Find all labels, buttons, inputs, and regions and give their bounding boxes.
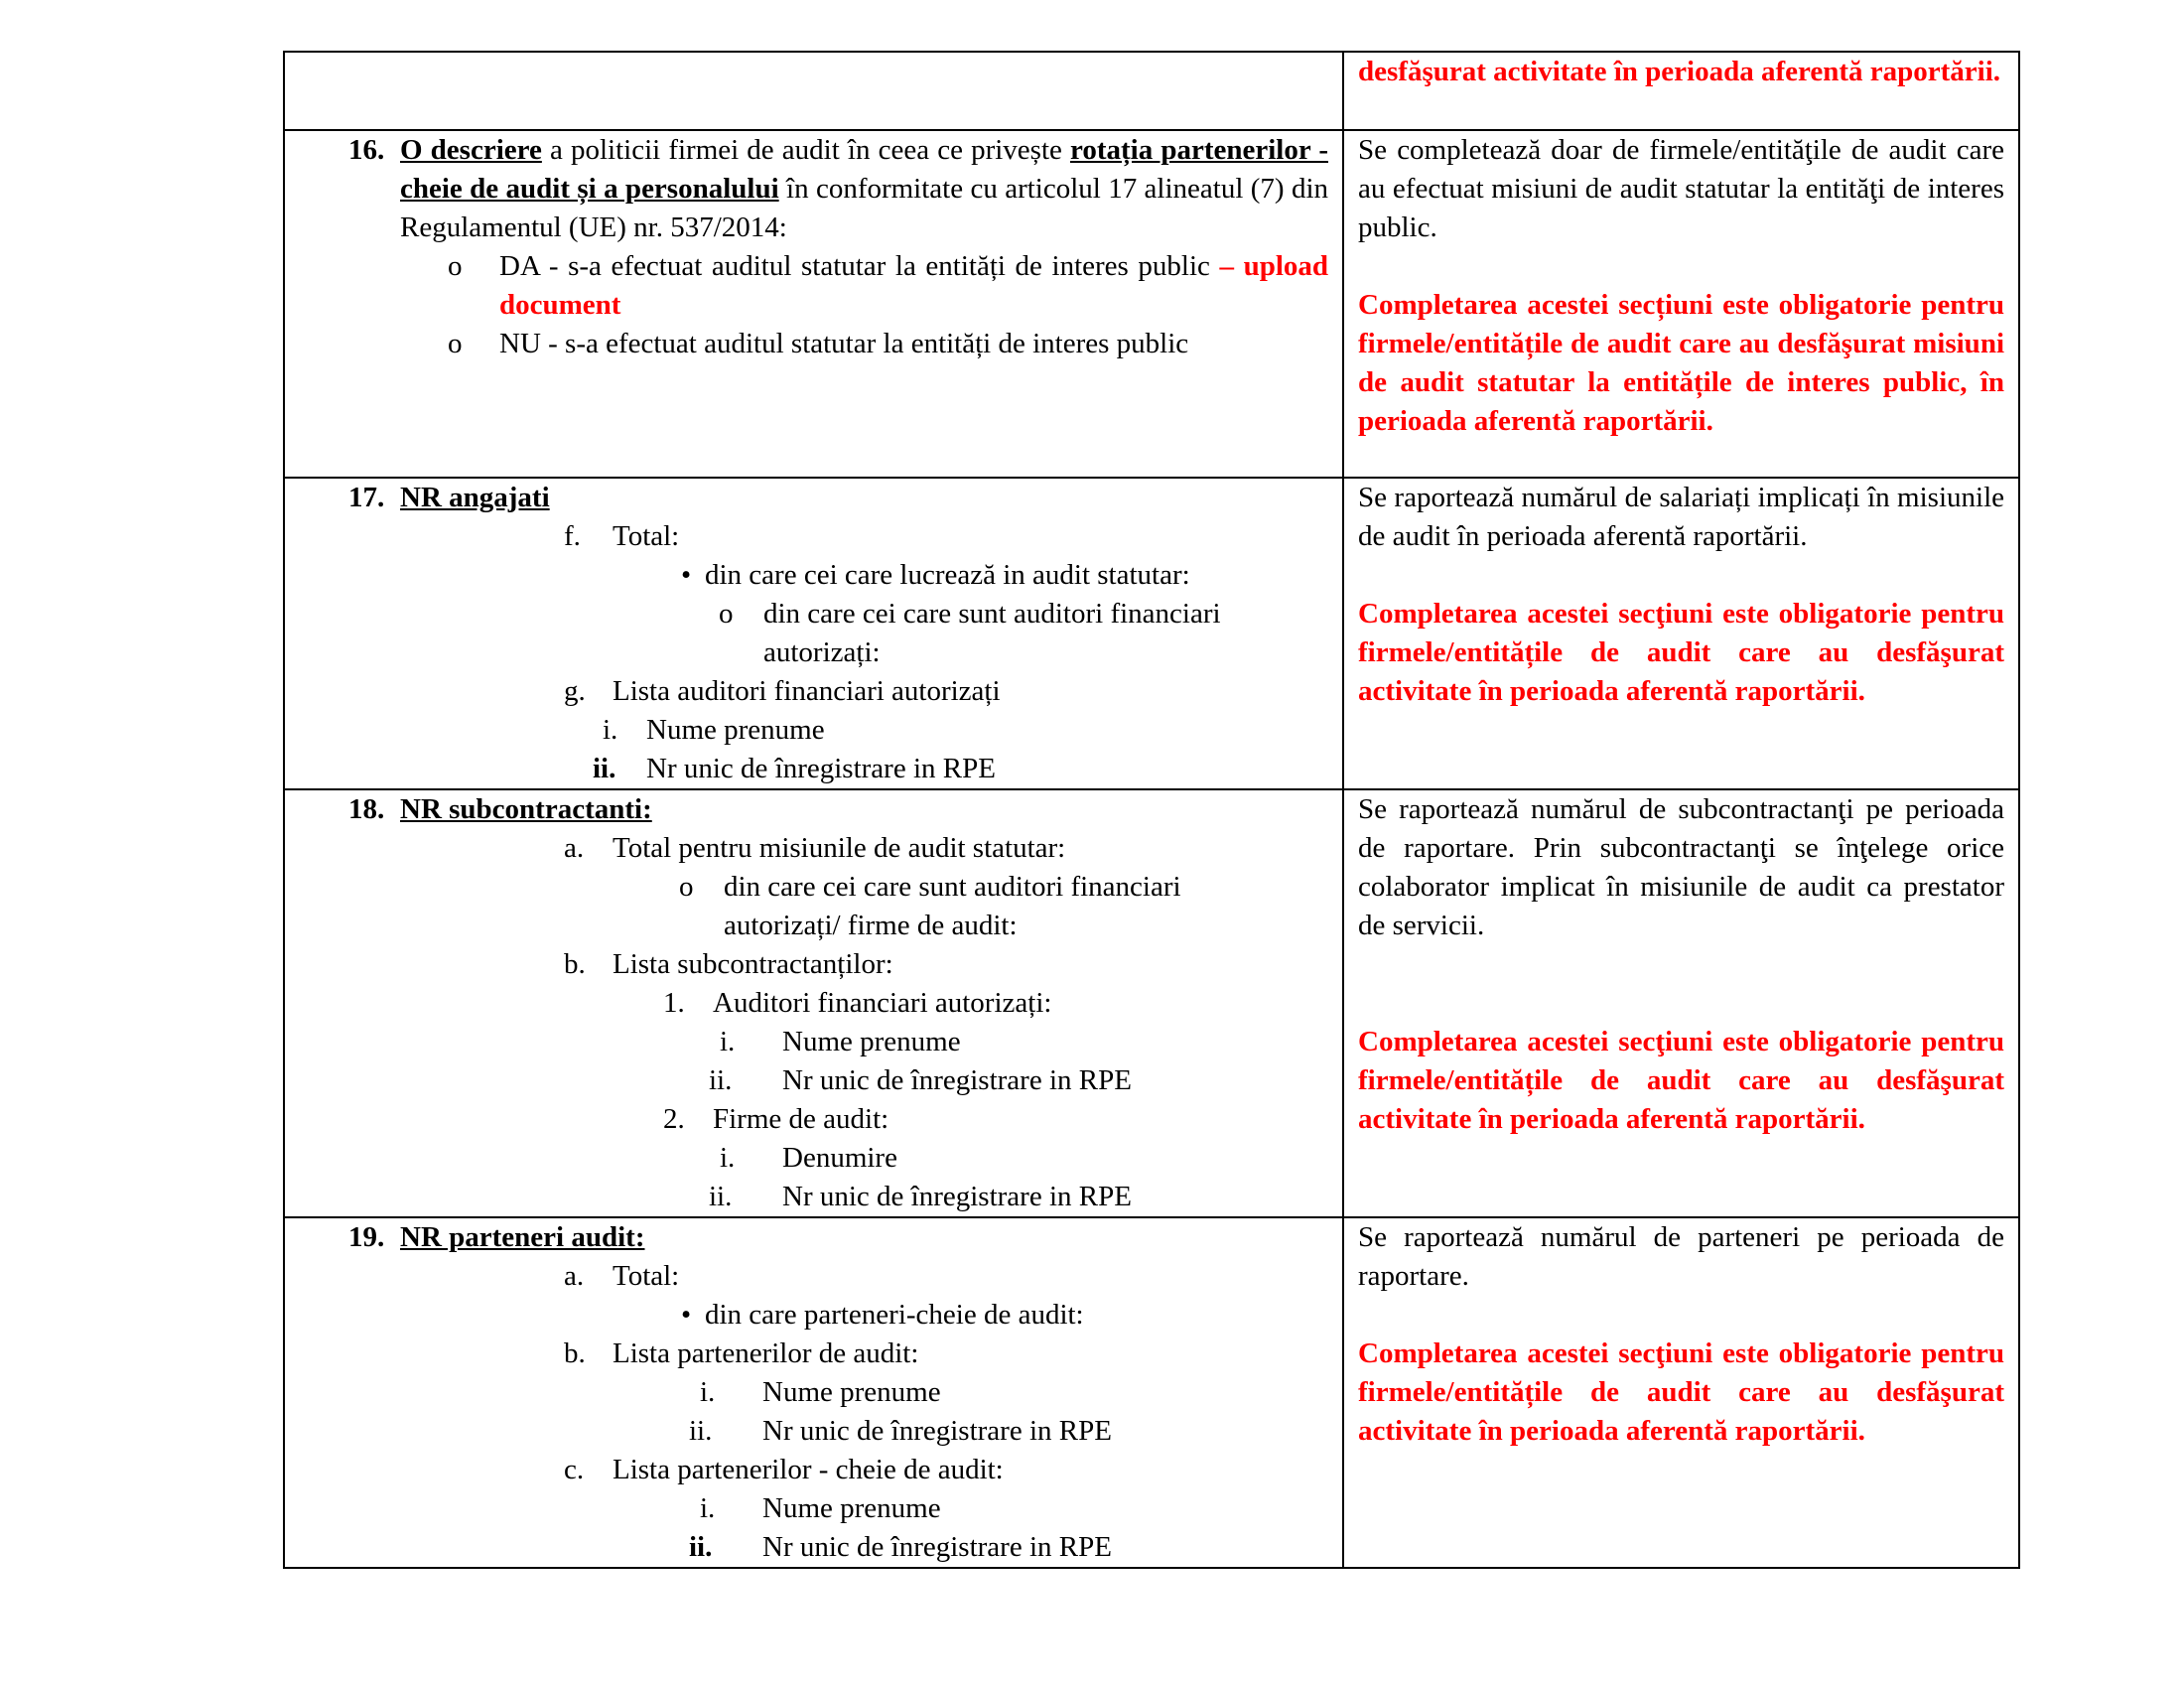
option-da: o DA - s-a efectuat auditul statutar la entități de interes public – upload document [299,247,1328,325]
table-row-continuation [284,52,2019,130]
left-cell-empty [284,52,1343,130]
instruction-text: Se raportează numărul de salariați implicați în misiunile de audit în perioada aferentă raportării. [1358,482,2004,552]
right-cell [1343,130,2019,478]
obligation-note: Completarea acestei secțiuni este obligatorie pentru firmele/entitățile de audit care au desfăşurat misiuni de audit statutar la entitățile de interes public, în perioada aferentă raportării. [1358,289,2004,437]
reporting-table [283,51,2020,1569]
circle-bullet-icon: o [448,250,463,282]
item-number: 18. [348,793,385,825]
upload-document-label: – upload document [499,250,1329,321]
table-row-18 [284,789,2019,1217]
item-number: 16. [348,134,385,166]
item-number: 19. [348,1221,385,1253]
instruction-text: Se raportează numărul de subcontractanţi pe perioada de raportare. Prin subcontractanţi se înţelege orice colaborator implicat în misiunile de audit ca prestator de servicii. [1358,793,2004,941]
item-heading: NR subcontractanti: [400,793,652,825]
obligation-note: desfăşurat activitate în perioada aferentă raportării. [1358,56,2001,87]
right-cell [1343,478,2019,789]
left-cell: 19. NR parteneri audit: a. Total: • din care parteneri-cheie de audit: b. Lista partenerilor de audit: i. Nume prenume ii. Nr unic de înregistrare in RPE c. Lista partenerilor - cheie de audit: i. Nume prenume ii. Nr unic de înregistrare in RPE [284,1217,1343,1568]
dot-bullet-icon: • [681,1299,692,1331]
left-cell: 18. NR subcontractanti: a. Total pentru misiunile de audit statutar: o din care cei care sunt auditori financiari autorizați/ firme de audit: b. Lista subcontractanților: 1. Auditori financiari autorizați: i. Nume prenume ii. Nr unic de înregistrare in RPE 2. Firme de audit: i. Denumire ii. Nr unic de înregistrare in RPE [284,789,1343,1217]
table-row-16 [284,130,2019,478]
item-heading: NR parteneri audit: [400,1221,645,1253]
item-heading: O descriere a politicii firmei de audit în ceea ce privește rotația partenerilor - cheie de audit și a personalului în conformitate cu articolul 17 alineatul (7) din Regulamentul (UE) nr. 537/2014: [400,134,1328,243]
instruction-text: Se raportează numărul de parteneri pe perioada de raportare. [1358,1221,2004,1292]
item-heading: NR angajati [400,482,550,513]
instruction-text: Se completează doar de firmele/entităţile de audit care au efectuat misiuni de audit statutar la entităţi de interes public. [1358,134,2004,243]
circle-bullet-icon: o [448,328,463,359]
table-row-19 [284,1217,2019,1568]
obligation-note: Completarea acestei secţiuni este obligatorie pentru firmele/entitățile de audit care au desfăşurat activitate în perioada aferentă raportării. [1358,598,2004,707]
dot-bullet-icon: • [681,559,692,591]
obligation-note: Completarea acestei secţiuni este obligatorie pentru firmele/entitățile de audit care au desfăşurat activitate în perioada aferentă raportării. [1358,1026,2004,1135]
right-cell [1343,52,2019,130]
item-number: 17. [348,482,385,513]
right-cell [1343,789,2019,1217]
left-cell: 17. NR angajati f. Total: • din care cei care lucrează in audit statutar: o din care cei care sunt auditori financiari autorizați: g. Lista auditori financiari autorizați i. Nume prenume ii. Nr unic de înregistrare in RPE [284,478,1343,789]
right-cell [1343,1217,2019,1568]
circle-bullet-icon: o [719,598,734,630]
table-row-17 [284,478,2019,789]
option-nu: o NU - s-a efectuat auditul statutar la entități de interes public [299,325,1328,363]
left-cell [284,130,1343,478]
circle-bullet-icon: o [679,871,694,903]
obligation-note: Completarea acestei secţiuni este obligatorie pentru firmele/entitățile de audit care au desfăşurat activitate în perioada aferentă raportării. [1358,1337,2004,1447]
